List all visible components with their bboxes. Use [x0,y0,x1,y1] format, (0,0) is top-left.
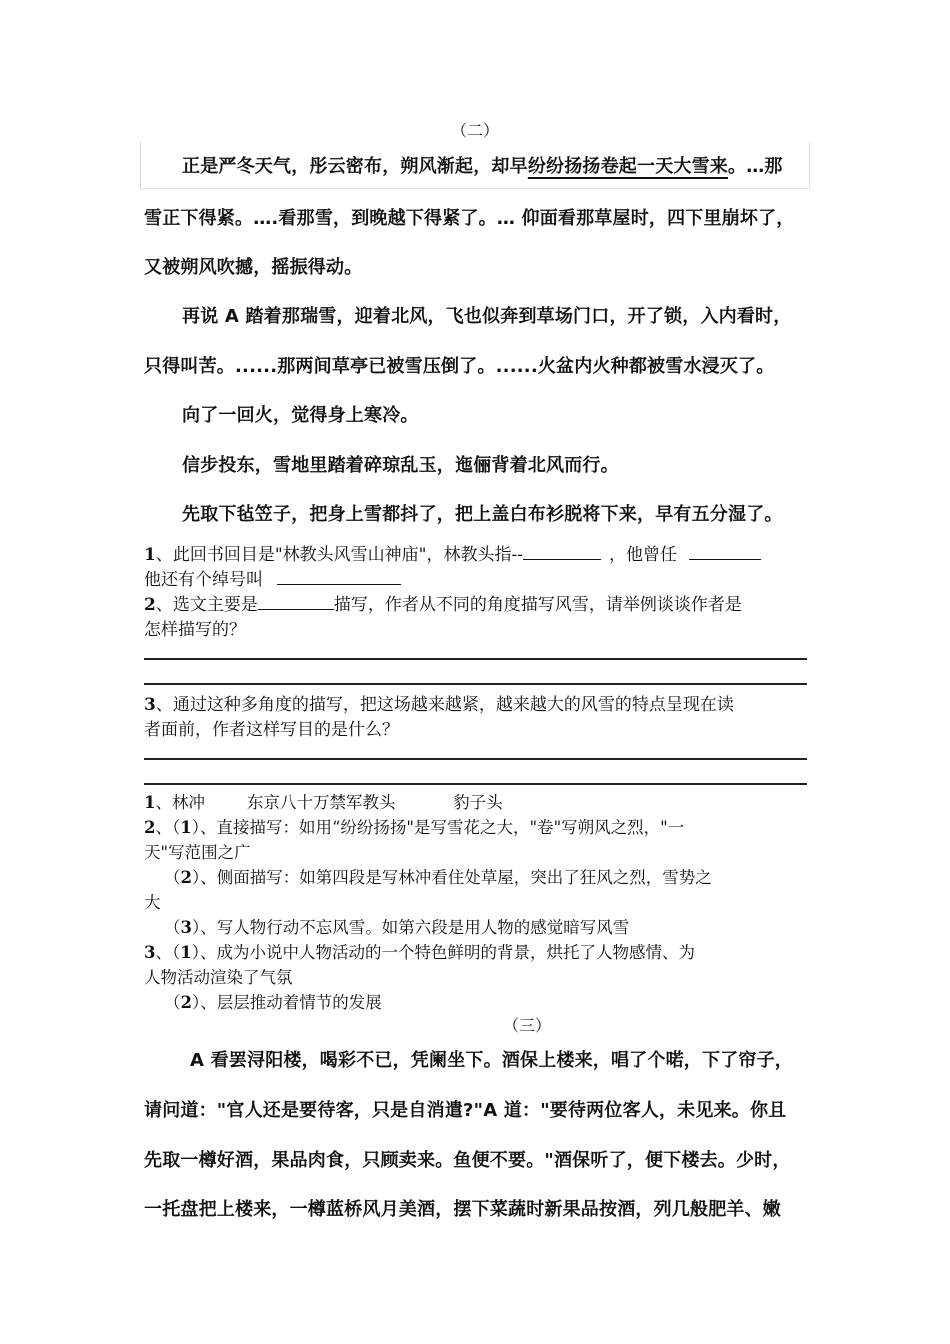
passage-text: 正是严冬天气，彤云密布，朔风渐起，却早 [182,156,528,177]
question-text: ，他曾任 [608,545,677,565]
answer-2-line-1 [144,814,684,838]
passage-line-1 [182,152,862,178]
answer-3-line-2: 人物活动渲染了气氛 [144,968,293,987]
underlined-phrase: 纷纷扬扬卷起一天大雪来 [527,156,729,177]
answer-subnumber: 2 [180,868,192,887]
answer-2-sub-2 [164,864,712,888]
answer-line[interactable] [144,758,807,760]
question-3-line-2: 者面前，作者这样写目的是什么？ [144,720,399,740]
passage-line-3: 又被朔风吹撼，摇振得动。 [144,257,363,278]
question-text: 、选文主要是 [155,595,258,615]
answer-text: （ [164,918,181,937]
answer-1 [144,789,503,813]
passage-line-4: 再说 A 踏着那瑞雪，迎着北风，飞也似奔到草场门口，开了锁，入内看时， [182,306,792,327]
passage-line-2: 雪正下得紧。….看那雪，到晚越下得紧了。… 仰面看那草屋时，四下里崩坏了， [144,208,795,229]
question-text: 、通过这种多角度的描写，把这场越来越紧，越来越大的风雪的特点呈现在读 [155,695,734,715]
answer-text: （ [164,993,181,1012]
question-text: 、此回书回目是"林教头风雪山神庙"，林教头指-- [155,545,523,565]
answer-blank-3[interactable] [277,570,401,585]
answer-text: （ [164,868,181,887]
answer-2-line-2: 天"写范围之广 [144,843,251,862]
answer-text: ）、侧面描写：如第四段是写林冲看住处草屋，突出了狂风之烈，雪势之 [191,868,712,887]
question-number: 1 [144,545,156,565]
question-number: 2 [144,595,156,615]
answer-text: ）、层层推动着情节的发展 [191,993,382,1012]
answer-line[interactable] [144,783,807,785]
question-3-line-1 [144,690,734,715]
answer-line[interactable] [144,658,807,660]
answer-blank-4[interactable] [258,595,334,610]
section-3-line-2: 请问道："官人还是要待客，只是自消遣?"A 道："要待两位客人，未见来。你且 [144,1100,787,1121]
answer-subnumber: 3 [180,918,192,937]
answer-text: 、林冲 东京八十万禁军教头 豹子头 [155,793,503,812]
section-3-line-1: A 看罢浔阳楼，喝彩不已，凭阑坐下。酒保上楼来，唱了个喏，下了帘子， [190,1050,793,1071]
question-2-line-2: 怎样描写的？ [144,620,246,640]
answer-line[interactable] [144,683,807,685]
passage-text: 。…那 [728,156,783,177]
question-text: 描写，作者从不同的角度描写风雪，请举例谈谈作者是 [333,595,742,615]
question-1-line-1 [144,540,761,565]
answer-subnumber: 1 [180,818,192,837]
answer-3-sub-2 [164,989,382,1013]
answer-text: 、（ [155,818,181,837]
passage-line-5: 只得叫苦。......那两间草亭已被雪压倒了。......火盆内火种都被雪水浸灭了。 [144,356,775,377]
question-2-line-1 [144,590,742,615]
section-2-heading: （二） [450,121,499,140]
answer-text: ）、成为小说中人物活动的一个特色鲜明的背景，烘托了人物感情、为 [191,943,695,962]
answer-number: 1 [144,793,156,812]
answer-number: 3 [144,943,156,962]
section-3-line-4: 一托盘把上楼来，一樽蓝桥风月美酒，摆下菜蔬时新果品按酒，列几般肥羊、嫩 [144,1199,781,1220]
answer-text: ）、直接描写：如用“纷纷扬扬"是写雪花之大，"卷"写朔风之烈，"一 [191,818,685,837]
answer-blank-1[interactable] [523,545,601,560]
answer-blank-2[interactable] [689,545,761,560]
section-3-heading: （三） [502,1016,551,1035]
answer-subnumber: 1 [180,943,192,962]
passage-line-8: 先取下毡笠子，把身上雪都抖了，把上盖白布衫脱将下来，早有五分湿了。 [182,504,783,525]
answer-2-sub-2-cont: 大 [144,893,161,912]
answer-3-line-1 [144,939,695,963]
section-3-line-3: 先取一樽好酒，果品肉食，只顾卖来。鱼便不要。"酒保听了，便下楼去。少时， [144,1150,791,1171]
passage-line-6: 向了一回火，觉得身上寒冷。 [182,405,419,426]
answer-number: 2 [144,818,156,837]
question-number: 3 [144,695,156,715]
question-1-line-2 [144,565,401,590]
answer-text: ）、写人物行动不忘风雪。如第六段是用人物的感觉暗写风雪 [191,918,630,937]
question-text: 他还有个绰号叫 [144,570,263,590]
passage-line-7: 信步投东，雪地里踏着碎琼乱玉，迤俪背着北风而行。 [182,455,619,476]
answer-2-sub-3 [164,914,629,938]
answer-text: 、（ [155,943,181,962]
answer-subnumber: 2 [180,993,192,1012]
